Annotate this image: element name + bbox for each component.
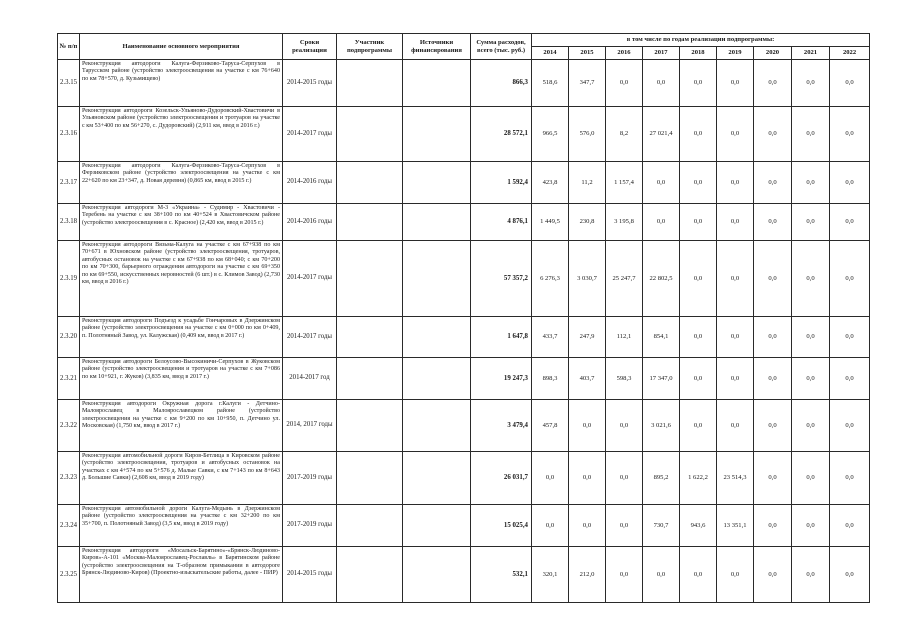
row-source — [403, 241, 471, 317]
row-value-2014: 433,7 — [532, 317, 569, 358]
row-name: Реконструкция автомобильной дороги Калуга-Медынь в Дзержинском районе (устройство электроосвещения на участке с км 32+200 по км 35+700, п. Полотняный Завод) (3,5 км, ввод в 2019 году) — [80, 505, 283, 547]
row-value-2016: 25 247,7 — [606, 241, 643, 317]
row-value-2017: 0,0 — [643, 204, 680, 241]
row-value-2016: 0,0 — [606, 505, 643, 547]
row-name: Реконструкция автодороги Козельск-Ульяново-Дудоровский-Хвастовичи в Ульяновском районе (устройство электроосвещения и тротуаров на участке с км 53+400 по км 56+270, с. Дудоровский) (2,911 км, ввод в 2016 г.) — [80, 107, 283, 162]
row-value-2022: 0,0 — [830, 400, 870, 452]
row-value-2022: 0,0 — [830, 452, 870, 505]
row-period: 2014-2017 годы — [283, 107, 337, 162]
row-period: 2014-2015 годы — [283, 547, 337, 603]
row-period: 2014-2015 годы — [283, 60, 337, 107]
row-total: 4 876,1 — [471, 204, 532, 241]
row-total: 1 592,4 — [471, 162, 532, 204]
row-value-2021: 0,0 — [792, 505, 830, 547]
row-value-2015: 576,0 — [569, 107, 606, 162]
row-value-2017: 0,0 — [643, 547, 680, 603]
row-value-2019: 23 514,3 — [717, 452, 754, 505]
row-name: Реконструкция автодороги Калуга-Ферзиково-Таруса-Серпухов в Ферзиковском районе (устройство электроосвещения на участке с км 22+620 по км 23+347, д. Новая деревня) (0,865 км, ввод в 2015 г.) — [80, 162, 283, 204]
header-year-2018: 2018 — [680, 47, 717, 60]
row-total: 3 479,4 — [471, 400, 532, 452]
row-value-2019: 13 351,1 — [717, 505, 754, 547]
header-period: Сроки реализации — [283, 34, 337, 60]
row-participant — [337, 317, 403, 358]
row-value-2019: 0,0 — [717, 241, 754, 317]
row-number: 2.3.16 — [58, 107, 80, 162]
row-value-2021: 0,0 — [792, 60, 830, 107]
row-value-2018: 0,0 — [680, 547, 717, 603]
row-participant — [337, 60, 403, 107]
row-value-2022: 0,0 — [830, 162, 870, 204]
row-total: 1 647,8 — [471, 317, 532, 358]
header-year-2017: 2017 — [643, 47, 680, 60]
header-participant: Участник подпрограммы — [337, 34, 403, 60]
header-year-2021: 2021 — [792, 47, 830, 60]
row-name: Реконструкция автодороги Калуга-Ферзиково-Таруса-Серпухов в Тарусском районе (устройство электроосвещения на участке с км 76+640 по км 78+570, д. Кузьмищево) — [80, 60, 283, 107]
row-value-2015: 230,8 — [569, 204, 606, 241]
table-row — [58, 241, 870, 317]
row-value-2020: 0,0 — [754, 162, 792, 204]
row-name: Реконструкция автодороги Окружная дорога г.Калуги - Детчино-Малоярославец в Малоярославецком районе (устройство электроосвещения на участке с км 9+200 по км 10+950, п. Детчино ул. Московская) (1,750 км, ввод в 2017 г.) — [80, 400, 283, 452]
row-value-2021: 0,0 — [792, 107, 830, 162]
table-row — [58, 547, 870, 603]
row-number: 2.3.23 — [58, 452, 80, 505]
row-value-2014: 0,0 — [532, 452, 569, 505]
row-value-2019: 0,0 — [717, 60, 754, 107]
row-value-2019: 0,0 — [717, 107, 754, 162]
row-source — [403, 204, 471, 241]
row-value-2017: 22 802,5 — [643, 241, 680, 317]
row-period: 2017-2019 годы — [283, 505, 337, 547]
row-value-2016: 1 157,4 — [606, 162, 643, 204]
header-year-2016: 2016 — [606, 47, 643, 60]
row-period: 2014-2017 год — [283, 358, 337, 400]
row-value-2020: 0,0 — [754, 241, 792, 317]
row-participant — [337, 547, 403, 603]
row-source — [403, 107, 471, 162]
row-name: Реконструкция автодороги Вязьма-Калуга на участке с км 67+938 по км 70+671 в Юхновском районе (устройство электроосвещения, тротуаров, автобусных остановок на участке с км 67+938 по км 68+040; с км 70+200 по км 70+300, барьерного ограждения автодороги на участке с км 69+350 по км 69+550, искусственных неровностей (6 шт.) в с. Климов Завод) (2,730 км, ввод в 2016 г.) — [80, 241, 283, 317]
row-value-2015: 0,0 — [569, 505, 606, 547]
row-value-2022: 0,0 — [830, 358, 870, 400]
table-row — [58, 400, 870, 452]
row-value-2015: 403,7 — [569, 358, 606, 400]
row-number: 2.3.17 — [58, 162, 80, 204]
row-value-2016: 8,2 — [606, 107, 643, 162]
row-value-2021: 0,0 — [792, 452, 830, 505]
row-value-2019: 0,0 — [717, 400, 754, 452]
row-value-2017: 27 021,4 — [643, 107, 680, 162]
row-participant — [337, 452, 403, 505]
row-total: 532,1 — [471, 547, 532, 603]
row-value-2022: 0,0 — [830, 317, 870, 358]
row-value-2021: 0,0 — [792, 358, 830, 400]
table-row — [58, 204, 870, 241]
row-value-2015: 0,0 — [569, 400, 606, 452]
row-participant — [337, 505, 403, 547]
row-source — [403, 452, 471, 505]
row-value-2016: 0,0 — [606, 400, 643, 452]
row-source — [403, 60, 471, 107]
row-value-2020: 0,0 — [754, 547, 792, 603]
row-total: 26 031,7 — [471, 452, 532, 505]
table-row — [58, 358, 870, 400]
row-value-2017: 854,1 — [643, 317, 680, 358]
row-value-2016: 0,0 — [606, 60, 643, 107]
row-value-2019: 0,0 — [717, 162, 754, 204]
row-value-2018: 0,0 — [680, 317, 717, 358]
row-total: 19 247,3 — [471, 358, 532, 400]
row-value-2016: 112,1 — [606, 317, 643, 358]
table-row — [58, 317, 870, 358]
row-source — [403, 400, 471, 452]
program-table-container — [57, 33, 869, 603]
row-value-2018: 0,0 — [680, 162, 717, 204]
row-value-2022: 0,0 — [830, 505, 870, 547]
row-value-2015: 11,2 — [569, 162, 606, 204]
row-value-2018: 0,0 — [680, 241, 717, 317]
row-value-2018: 0,0 — [680, 204, 717, 241]
row-value-2021: 0,0 — [792, 204, 830, 241]
row-value-2022: 0,0 — [830, 107, 870, 162]
row-value-2014: 1 449,5 — [532, 204, 569, 241]
row-value-2017: 0,0 — [643, 162, 680, 204]
row-period: 2017-2019 годы — [283, 452, 337, 505]
header-years-group: в том числе по годам реализации подпрограммы: — [532, 34, 870, 47]
row-value-2018: 0,0 — [680, 358, 717, 400]
row-value-2015: 347,7 — [569, 60, 606, 107]
row-value-2014: 457,8 — [532, 400, 569, 452]
header-year-2015: 2015 — [569, 47, 606, 60]
row-period: 2014-2017 годы — [283, 241, 337, 317]
table-body — [58, 60, 870, 603]
row-value-2020: 0,0 — [754, 400, 792, 452]
row-number: 2.3.15 — [58, 60, 80, 107]
row-value-2022: 0,0 — [830, 241, 870, 317]
row-name: Реконструкция автодороги «Мосальск-Барятино»-«Брянск-Людиново-Киров»-А-101 «Москва-Малоярославец-Рославль» в Барятинском районе (устройство электроосвещения на Т-образном примыкании в автодороге Брянск-Людиново-Киров) (Проектно-изыскательские работы, далее - ПИР) — [80, 547, 283, 603]
row-value-2021: 0,0 — [792, 547, 830, 603]
row-value-2022: 0,0 — [830, 60, 870, 107]
header-total: Сумма расходов, всего (тыс. руб.) — [471, 34, 532, 60]
row-total: 866,3 — [471, 60, 532, 107]
row-participant — [337, 107, 403, 162]
row-value-2021: 0,0 — [792, 400, 830, 452]
row-total: 15 025,4 — [471, 505, 532, 547]
row-number: 2.3.19 — [58, 241, 80, 317]
row-source — [403, 505, 471, 547]
row-value-2014: 6 276,3 — [532, 241, 569, 317]
row-participant — [337, 400, 403, 452]
header-year-2020: 2020 — [754, 47, 792, 60]
row-total: 57 357,2 — [471, 241, 532, 317]
row-value-2018: 0,0 — [680, 400, 717, 452]
row-source — [403, 317, 471, 358]
row-value-2017: 895,2 — [643, 452, 680, 505]
row-name: Реконструкция автодороги М-3 «Украина» - Судимир - Хвастовичи - Теребень на участке с км 38+100 по км 40+524 в Хвастовичском районе (устройство электроосвещения в с. Красное) (2,420 км, ввод в 2015 г.) — [80, 204, 283, 241]
row-value-2015: 3 030,7 — [569, 241, 606, 317]
row-value-2014: 320,1 — [532, 547, 569, 603]
row-name: Реконструкция автодороги Подъезд к усадьбе Гончаровых в Дзержинском районе (устройство электроосвещения на участке с км 0+000 по км 0+409, п. Полотняный Завод, ул. Калужская) (0,409 км, ввод в 2017 г.) — [80, 317, 283, 358]
row-value-2022: 0,0 — [830, 547, 870, 603]
row-value-2020: 0,0 — [754, 60, 792, 107]
row-value-2021: 0,0 — [792, 162, 830, 204]
row-period: 2014, 2017 годы — [283, 400, 337, 452]
header-year-2014: 2014 — [532, 47, 569, 60]
row-value-2017: 17 347,0 — [643, 358, 680, 400]
row-name: Реконструкция автомобильной дороги Киров-Бетлица в Кировском районе (устройство электроосвещения, тротуаров и автобусных остановок на участках с км 4+574 по км 5+576 д. Малые Савки, с км 7+143 по км 8+643 д. Большие Савки) (2,608 км, ввод в 2019 году) — [80, 452, 283, 505]
row-value-2019: 0,0 — [717, 317, 754, 358]
row-value-2020: 0,0 — [754, 317, 792, 358]
row-value-2018: 0,0 — [680, 60, 717, 107]
row-participant — [337, 162, 403, 204]
row-value-2019: 0,0 — [717, 358, 754, 400]
row-value-2014: 423,8 — [532, 162, 569, 204]
row-value-2014: 0,0 — [532, 505, 569, 547]
row-value-2014: 898,3 — [532, 358, 569, 400]
header-num: № п/п — [58, 34, 80, 60]
row-value-2016: 3 195,8 — [606, 204, 643, 241]
row-value-2020: 0,0 — [754, 204, 792, 241]
row-value-2018: 943,6 — [680, 505, 717, 547]
row-value-2020: 0,0 — [754, 107, 792, 162]
row-value-2019: 0,0 — [717, 547, 754, 603]
row-value-2022: 0,0 — [830, 204, 870, 241]
row-number: 2.3.20 — [58, 317, 80, 358]
row-value-2016: 0,0 — [606, 547, 643, 603]
row-number: 2.3.25 — [58, 547, 80, 603]
row-value-2021: 0,0 — [792, 241, 830, 317]
row-participant — [337, 358, 403, 400]
row-total: 28 572,1 — [471, 107, 532, 162]
row-participant — [337, 204, 403, 241]
table-row — [58, 505, 870, 547]
row-value-2018: 0,0 — [680, 107, 717, 162]
header-name: Наименование основного мероприятия — [80, 34, 283, 60]
row-value-2017: 3 021,6 — [643, 400, 680, 452]
row-value-2018: 1 622,2 — [680, 452, 717, 505]
header-year-2019: 2019 — [717, 47, 754, 60]
row-number: 2.3.24 — [58, 505, 80, 547]
row-value-2015: 0,0 — [569, 452, 606, 505]
table-row — [58, 452, 870, 505]
row-source — [403, 358, 471, 400]
row-value-2020: 0,0 — [754, 505, 792, 547]
row-source — [403, 162, 471, 204]
row-value-2020: 0,0 — [754, 452, 792, 505]
row-value-2014: 518,6 — [532, 60, 569, 107]
row-value-2016: 598,3 — [606, 358, 643, 400]
row-number: 2.3.22 — [58, 400, 80, 452]
row-period: 2014-2017 годы — [283, 317, 337, 358]
row-value-2014: 966,5 — [532, 107, 569, 162]
row-value-2017: 0,0 — [643, 60, 680, 107]
row-participant — [337, 241, 403, 317]
row-value-2017: 730,7 — [643, 505, 680, 547]
table-row — [58, 162, 870, 204]
program-measures-table — [57, 33, 870, 603]
table-row — [58, 60, 870, 107]
row-period: 2014-2016 годы — [283, 204, 337, 241]
table-row — [58, 107, 870, 162]
row-value-2015: 247,9 — [569, 317, 606, 358]
row-value-2019: 0,0 — [717, 204, 754, 241]
row-name: Реконструкция автодороги Белоусово-Высокиничи-Серпухов в Жуковском районе (устройство электроосвещения и тротуаров на участке с км 7+086 по км 10+921, г. Жуков) (3,835 км, ввод в 2017 г.) — [80, 358, 283, 400]
row-source — [403, 547, 471, 603]
header-year-2022: 2022 — [830, 47, 870, 60]
row-number: 2.3.21 — [58, 358, 80, 400]
row-value-2016: 0,0 — [606, 452, 643, 505]
row-value-2021: 0,0 — [792, 317, 830, 358]
row-value-2015: 212,0 — [569, 547, 606, 603]
row-value-2020: 0,0 — [754, 358, 792, 400]
row-number: 2.3.18 — [58, 204, 80, 241]
header-source: Источники финансирования — [403, 34, 471, 60]
row-period: 2014-2016 годы — [283, 162, 337, 204]
